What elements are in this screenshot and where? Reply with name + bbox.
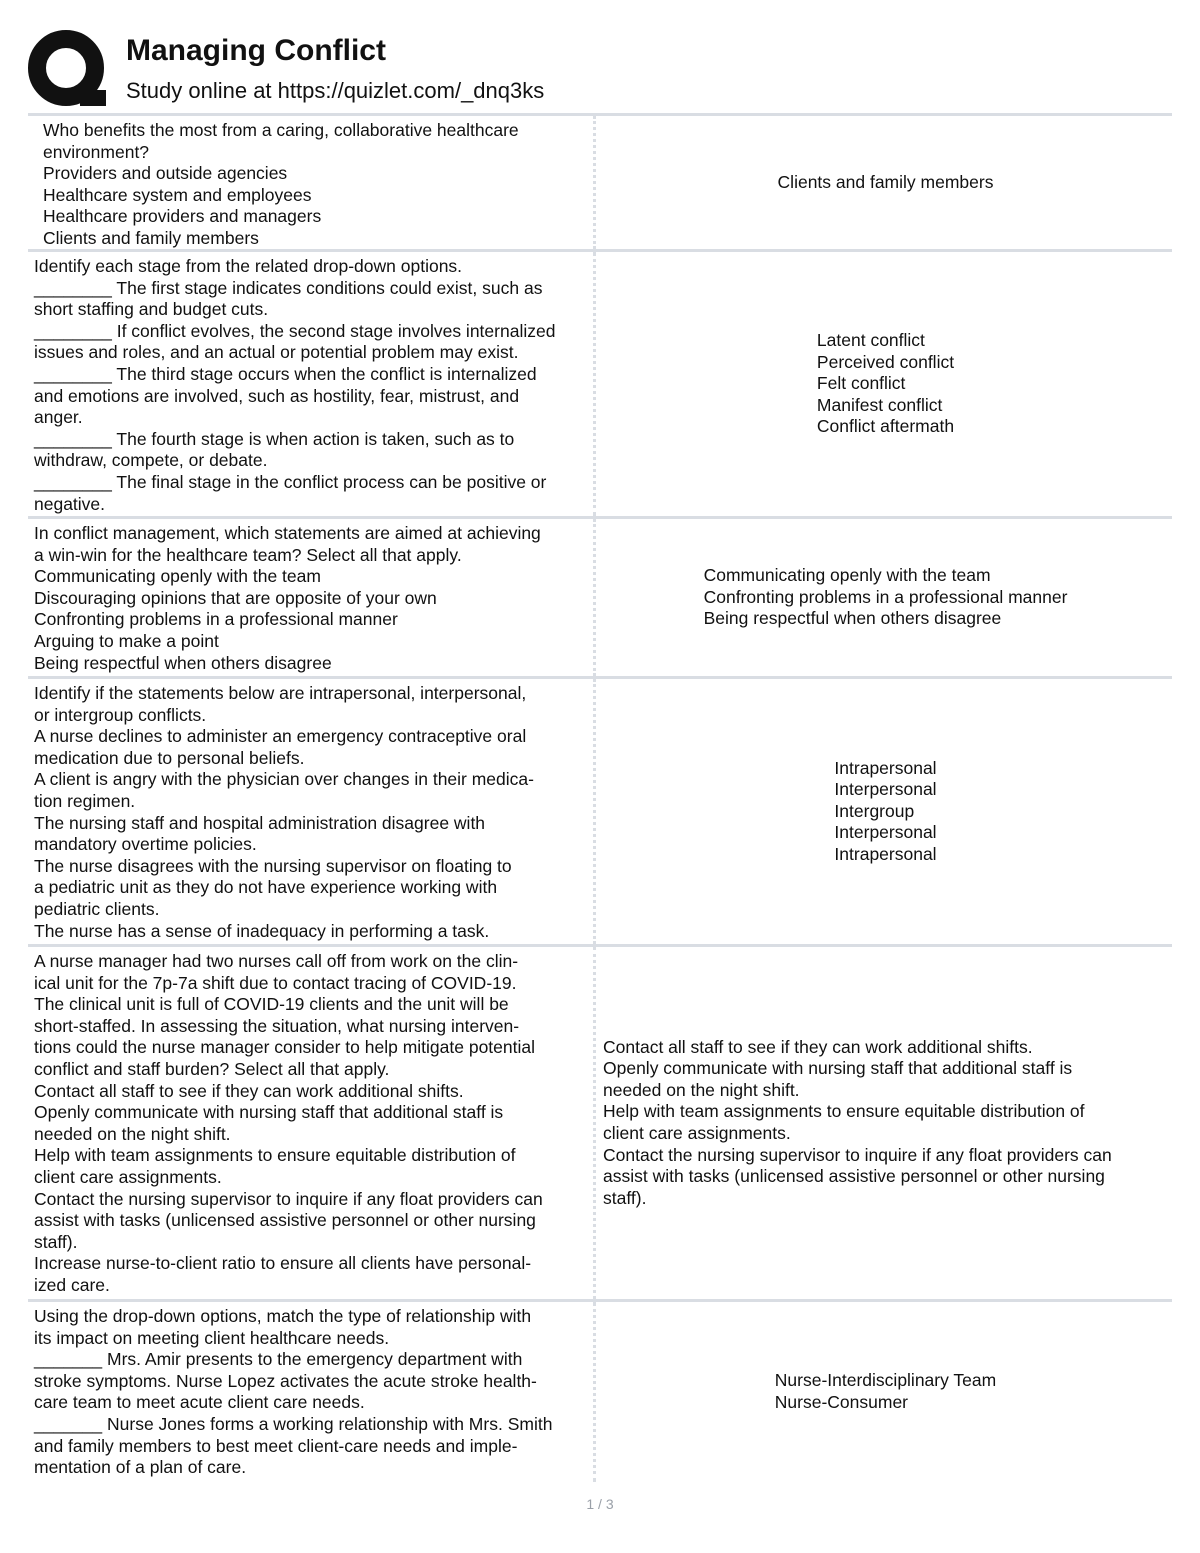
- text-line: _______ Nurse Jones forms a working relationship with Mrs. Smith: [34, 1413, 553, 1434]
- card-term: [28, 116, 596, 249]
- text-line: Confronting problems in a professional manner: [703, 586, 1068, 607]
- flashcard: [28, 944, 1172, 1299]
- flashcard: [28, 1299, 1172, 1482]
- text-line: needed on the night shift.: [603, 1079, 800, 1100]
- text-line: stroke symptoms. Nurse Lopez activates the acute stroke health-: [34, 1370, 537, 1391]
- text-line: Contact the nursing supervisor to inquire if any float providers can: [34, 1188, 543, 1209]
- text-line: Intrapersonal: [834, 843, 937, 864]
- text-line: Perceived conflict: [816, 351, 955, 372]
- text-line: a pediatric unit as they do not have experience working with: [34, 877, 498, 898]
- text-line: Openly communicate with nursing staff that additional staff is: [34, 1102, 504, 1123]
- text-line: anger.: [34, 407, 83, 428]
- text-line: Contact all staff to see if they can work additional shifts.: [603, 1036, 1033, 1057]
- text-line: ized care.: [34, 1274, 110, 1295]
- text-line: conflict and staff burden? Select all that apply.: [34, 1058, 390, 1079]
- text-line: assist with tasks (unlicensed assistive personnel or other nursing: [603, 1166, 1105, 1187]
- card-definition: [599, 519, 1172, 676]
- text-line: staff).: [603, 1187, 647, 1208]
- card-definition: [599, 252, 1172, 516]
- text-line: Healthcare system and employees: [43, 184, 312, 205]
- text-line: Increase nurse-to-client ratio to ensure all clients have personal-: [34, 1253, 532, 1274]
- page-title: Managing Conflict: [126, 34, 386, 67]
- text-line: Communicating openly with the team: [703, 565, 991, 586]
- text-line: Identify each stage from the related drop-down options.: [34, 256, 463, 276]
- card-term: [28, 947, 596, 1299]
- text-line: Clients and family members: [43, 227, 259, 248]
- text-line: The nursing staff and hospital administration disagree with: [34, 812, 486, 833]
- text-line: Providers and outside agencies: [43, 163, 288, 184]
- text-line: environment?: [43, 141, 150, 162]
- study-online-link[interactable]: Study online at https://quizlet.com/_dnq3ks: [126, 78, 545, 103]
- text-line: The nurse disagrees with the nursing supervisor on floating to: [34, 855, 512, 876]
- text-line: assist with tasks (unlicensed assistive personnel or other nursing: [34, 1210, 536, 1231]
- card-definition: [599, 679, 1172, 944]
- text-line: needed on the night shift.: [34, 1123, 231, 1144]
- text-line: tion regimen.: [34, 790, 136, 811]
- text-line: Openly communicate with nursing staff that additional staff is: [603, 1058, 1073, 1079]
- text-line: mandatory overtime policies.: [34, 834, 257, 855]
- text-line: ical unit for the 7p-7a shift due to contact tracing of COVID-19.: [34, 972, 517, 993]
- text-line: Clients and family members: [777, 171, 994, 192]
- text-line: Interpersonal: [834, 779, 937, 800]
- text-line: withdraw, compete, or debate.: [34, 450, 268, 471]
- card-definition: [599, 947, 1172, 1299]
- text-line: ________ The third stage occurs when the conflict is internalized: [34, 363, 537, 384]
- text-line: medication due to personal beliefs.: [34, 747, 305, 768]
- text-line: ________ The fourth stage is when action is taken, such as to: [34, 428, 515, 449]
- text-line: Communicating openly with the team: [34, 566, 321, 587]
- card-definition: [599, 116, 1172, 249]
- text-line: A nurse manager had two nurses call off from work on the clin-: [34, 951, 519, 971]
- text-line: Who benefits the most from a caring, collaborative healthcare: [43, 120, 519, 140]
- text-line: client care assignments.: [603, 1123, 791, 1143]
- text-line: Help with team assignments to ensure equitable distribution of: [603, 1101, 1085, 1122]
- card-term: [28, 519, 596, 676]
- flashcard-list: [28, 113, 1172, 1482]
- card-term: [28, 252, 596, 516]
- text-line: Intrapersonal: [834, 757, 937, 778]
- text-line: A nurse declines to administer an emergency contraceptive oral: [34, 726, 527, 747]
- flashcard: [28, 249, 1172, 516]
- flashcard: [28, 676, 1172, 944]
- text-line: care team to meet acute client care needs.: [34, 1392, 365, 1413]
- text-line: In conflict management, which statements are aimed at achieving: [34, 523, 541, 543]
- text-line: and family members to best meet client-care needs and imple-: [34, 1435, 518, 1456]
- text-line: _______ Mrs. Amir presents to the emergency department with: [34, 1349, 523, 1370]
- text-line: A client is angry with the physician over changes in their medica-: [34, 769, 534, 790]
- card-definition: [599, 1302, 1172, 1482]
- page-header: [28, 28, 1178, 110]
- text-line: or intergroup conflicts.: [34, 704, 207, 725]
- flashcard: [28, 516, 1172, 676]
- text-line: Intergroup: [834, 800, 915, 821]
- text-line: Contact all staff to see if they can work additional shifts.: [34, 1080, 464, 1101]
- text-line: Interpersonal: [834, 822, 937, 843]
- text-line: Conflict aftermath: [816, 416, 955, 437]
- card-term: [28, 679, 596, 944]
- text-line: Being respectful when others disagree: [34, 652, 332, 673]
- text-line: client care assignments.: [34, 1166, 222, 1187]
- flashcard: [28, 113, 1172, 249]
- text-line: Felt conflict: [816, 373, 906, 394]
- text-line: Using the drop-down options, match the type of relationship with: [34, 1306, 532, 1326]
- text-line: Contact the nursing supervisor to inquire if any float providers can: [603, 1144, 1112, 1165]
- text-line: tions could the nurse manager consider to help mitigate potential: [34, 1037, 535, 1058]
- text-line: ________ The first stage indicates conditions could exist, such as: [34, 277, 543, 298]
- text-line: Discouraging opinions that are opposite of your own: [34, 587, 437, 608]
- text-line: Nurse-Consumer: [774, 1392, 909, 1412]
- text-line: The clinical unit is full of COVID-19 clients and the unit will be: [34, 994, 509, 1015]
- quizlet-logo-icon: [28, 28, 110, 110]
- text-line: The nurse has a sense of inadequacy in performing a task.: [34, 920, 490, 941]
- text-line: mentation of a plan of care.: [34, 1457, 247, 1478]
- text-line: Manifest conflict: [816, 394, 943, 415]
- text-line: ________ The final stage in the conflict process can be positive or: [34, 471, 547, 492]
- text-line: Latent conflict: [816, 330, 925, 351]
- text-line: and emotions are involved, such as hostility, fear, mistrust, and: [34, 385, 520, 406]
- text-line: Confronting problems in a professional manner: [34, 609, 398, 630]
- text-line: Help with team assignments to ensure equitable distribution of: [34, 1145, 516, 1166]
- text-line: Healthcare providers and managers: [43, 206, 322, 227]
- text-line: Nurse-Interdisciplinary Team: [774, 1370, 997, 1391]
- text-line: Arguing to make a point: [34, 630, 219, 651]
- card-term: [28, 1302, 596, 1482]
- page-number: 1 / 3: [586, 1496, 614, 1512]
- text-line: Being respectful when others disagree: [703, 608, 1002, 629]
- text-line: negative.: [34, 493, 106, 514]
- text-line: its impact on meeting client healthcare needs.: [34, 1327, 390, 1348]
- text-line: short-staffed. In assessing the situation, what nursing interven-: [34, 1015, 520, 1036]
- text-line: ________ If conflict evolves, the second stage involves internalized: [34, 320, 556, 341]
- text-line: short staffing and budget cuts.: [34, 299, 269, 320]
- text-line: a win-win for the healthcare team? Select all that apply.: [34, 544, 462, 565]
- text-line: issues and roles, and an actual or potential problem may exist.: [34, 342, 519, 363]
- text-line: staff).: [34, 1231, 78, 1252]
- text-line: pediatric clients.: [34, 898, 160, 919]
- text-line: Identify if the statements below are intrapersonal, interpersonal,: [34, 683, 527, 703]
